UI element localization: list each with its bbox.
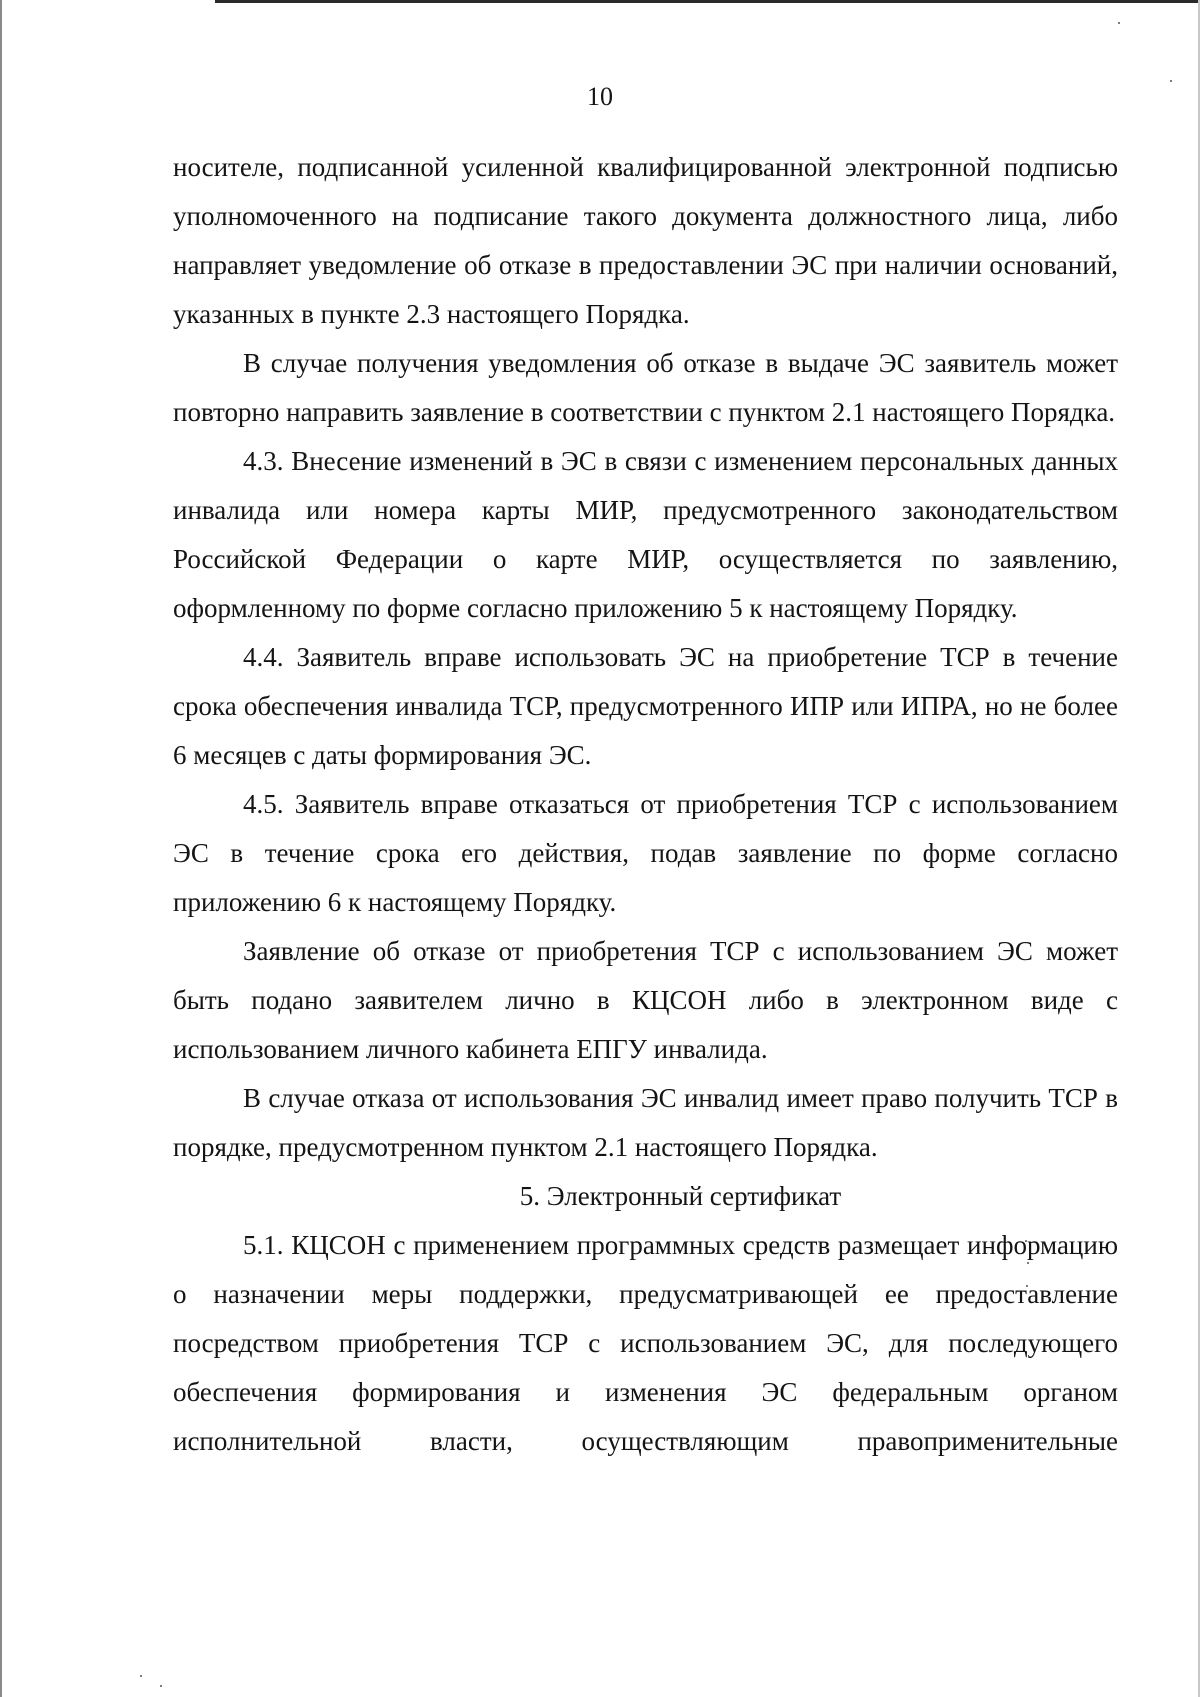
paragraph-refusal-submission: Заявление об отказе от приобретения ТСР с использованием ЭС может быть подано заявителем лично в КЦСОН либо в электронном виде с использованием личного кабинета ЕПГУ инвалида.: [173, 936, 1118, 1064]
scan-speck: [160, 1685, 162, 1687]
paragraph-4-3: 4.3. Внесение изменений в ЭС в связи с изменением персональных данных инвалида или номера карты МИР, предусмотренного законодательством Российской Федерации о карте МИР, осуществляется по заявлению, оформленному по форме согласно приложению 5 к настоящему Порядку.: [173, 446, 1118, 623]
document-body: [173, 143, 1118, 1466]
scan-speck: [140, 1675, 142, 1677]
paragraph-refusal-right: В случае отказа от использования ЭС инвалид имеет право получить ТСР в порядке, предусмотренном пунктом 2.1 настоящего Порядка.: [173, 1083, 1118, 1162]
scan-speck: [1118, 22, 1120, 24]
paragraph-refusal-notice: В случае получения уведомления об отказе в выдаче ЭС заявитель может повторно направить заявление в соответствии с пунктом 2.1 настоящего Порядка.: [173, 348, 1118, 427]
paragraph-4-5: 4.5. Заявитель вправе отказаться от приобретения ТСР с использованием ЭС в течение срока его действия, подав заявление по форме согласно приложению 6 к настоящему Порядку.: [173, 789, 1118, 917]
section-heading-5: 5. Электронный сертификат: [519, 1181, 842, 1211]
scan-left-edge: [0, 0, 2, 1697]
scan-top-border: [215, 0, 1200, 3]
paragraph-continuation: носителе, подписанной усиленной квалифицированной электронной подписью уполномоченного на подписание такого документа должностного лица, либо направляет уведомление об отказе в предоставлении ЭС при наличии оснований, указанных в пункте 2.3 настоящего Порядка.: [173, 152, 1118, 329]
paragraph-5-1: 5.1. КЦСОН с применением программных средств размещает информацию о назначении меры поддержки, предусматривающей ее предоставление посредством приобретения ТСР с использованием ЭС, для последующего обеспечения формирования и изменения ЭС федеральным органом исполнительной власти, осуществляющим правоприменительные: [173, 1230, 1118, 1456]
page-number: 10: [587, 82, 613, 111]
paragraph-4-4: 4.4. Заявитель вправе использовать ЭС на приобретение ТСР в течение срока обеспечения инвалида ТСР, предусмотренного ИПР или ИПРА, но не более 6 месяцев с даты формирования ЭС.: [173, 642, 1118, 770]
